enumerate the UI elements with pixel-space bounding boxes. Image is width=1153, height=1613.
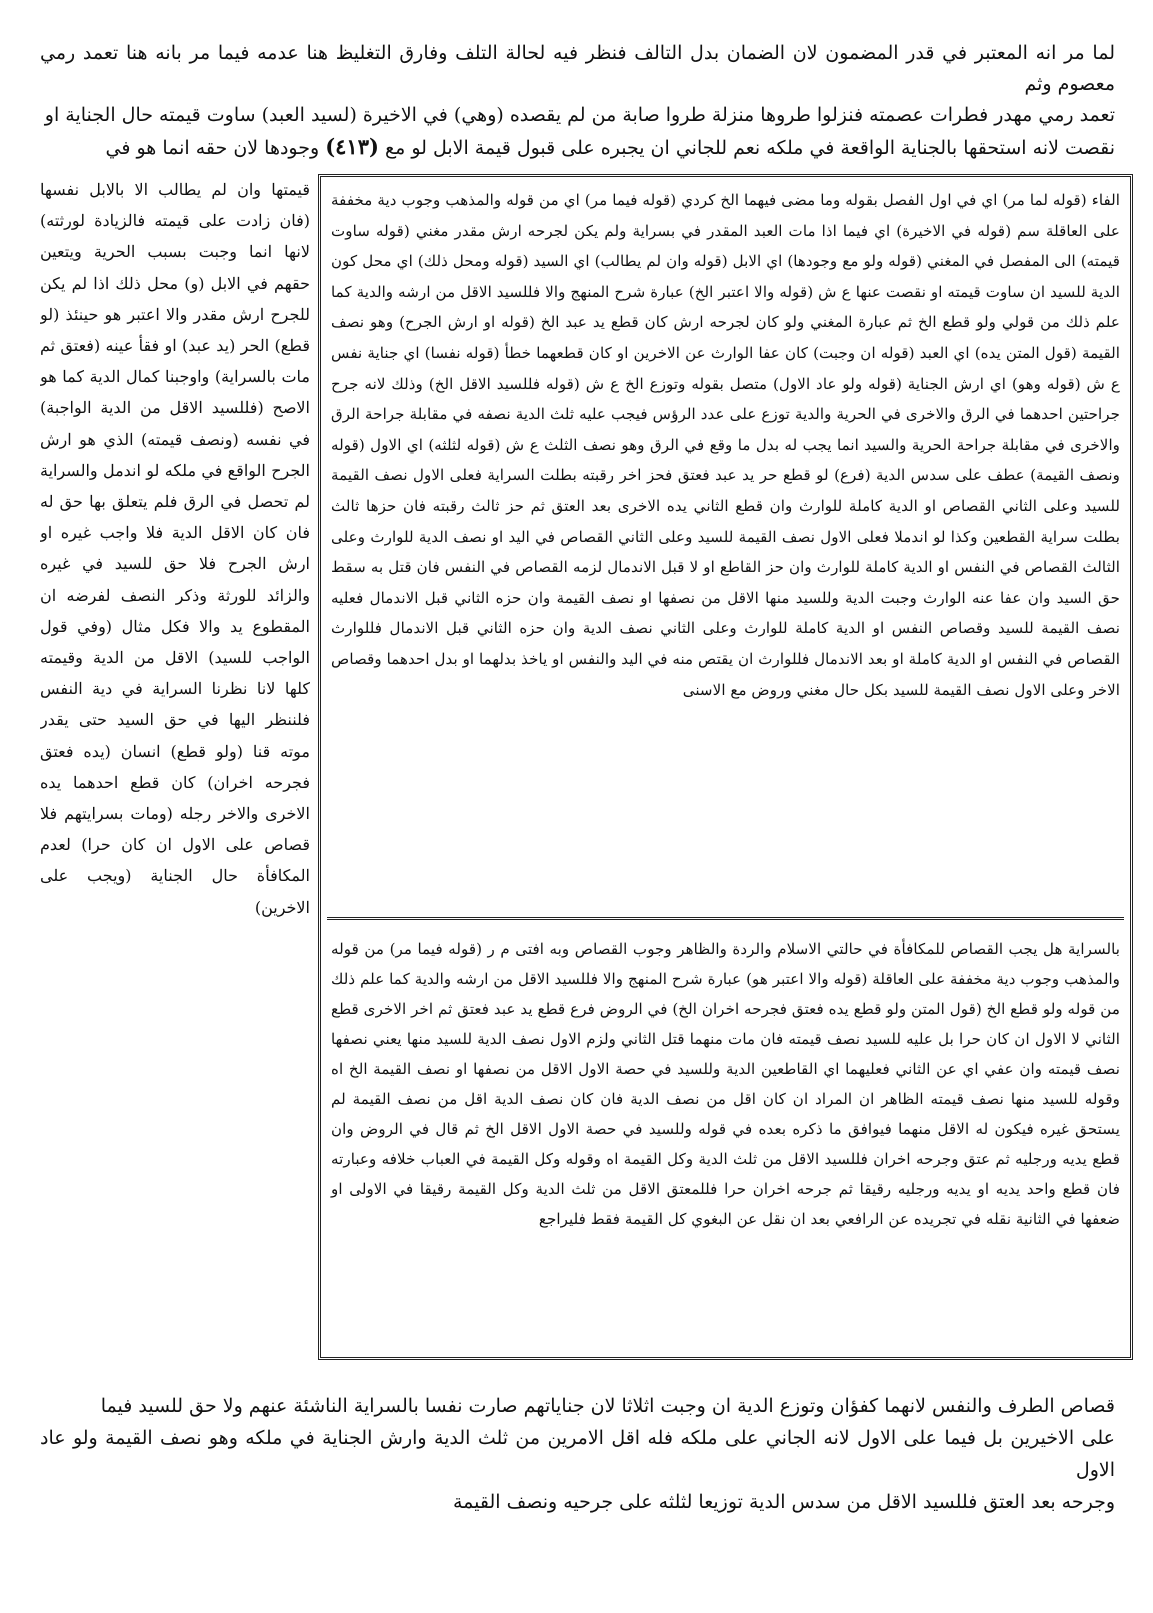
commentary-box-upper — [327, 185, 1124, 920]
main-text-top — [40, 38, 1115, 164]
main-text-line: قصاص الطرف والنفس لانهما كفؤان وتوزع الدية ان وجبت اثلاثا لان جناياتهم صارت نفسا بالسراية الناشئة عنهم ولا حق للسيد فيما — [100, 1395, 1115, 1417]
main-text-line: تعمد رمي مهدر فطرات عصمته فنزلوا طروها منزلة طروا صابة من لم يقصده (وهي) في الاخيرة (لسيد العبد) ساوت قيمته حال الجناية او — [44, 104, 1115, 126]
main-text-segment: نقصت لانه استحقها بالجناية الواقعة في ملكه نعم للجاني ان يجبره على قبول قيمة الابل لو مع — [384, 137, 1115, 159]
commentary-text: الفاء (قوله لما مر) اي في اول الفصل بقوله وما مضى فيهما الخ كردي (قوله فيما مر) اي من قوله والمذهب وجوب دية مخففة على العاقلة سم (قوله في الاخيرة) اي فيما اذا مات العبد المقدر في بسراية ولم يكن لجرحه ارش مقدر مغني (قوله ساوت قيمته) الى المفصل في المغني (قوله ولو مع وجودها) اي الابل (قوله وان لم يطالب) اي السيد (قوله ومحل ذلك) اي محل كون الدية للسيد ان ساوت قيمته او نقصت عنها ع ش (قوله والا اعتبر الخ) عبارة شرح المنهج والا فللسيد الاقل من ارشه والدية كما علم ذلك من قولي ولو قطع الخ ثم عبارة المغني ولو كان لجرحه ارش كان قطع يد عبد الخ (قوله او ارش الجرح) وهو نصف القيمة (قول المتن يده) اي العبد (قوله ان وجبت) كان عفا الوارث عن الاخرين او كان قطعهما خطأ (قوله نفسا) اي جناية نفس ع ش (قوله وهو) اي ارش الجناية (قوله ولو عاد الاول) متصل بقوله وتوزع الخ ع ش (قوله فللسيد الاقل الخ) وذلك لانه جرح جراحتين احدهما في الرق والاخرى في الحرية والدية توزع على عدد الرؤس فيجب عليه ثلث الدية نصفه في مقابلة جراحة الرق والاخرى في مقابلة جراحة الحرية والسيد انما يجب له بدل ما وقع في الرق وهو نصف الثلث ع ش (قوله لثلثه) اي الاول (قوله ونصف القيمة) عطف على سدس الدية (فرع) لو قطع حر يد عبد فعتق فحز اخر رقبته بطلت السراية فعلى الاول نصف القيمة للسيد وعلى الثاني القصاص او الدية كاملة للوارث وان قطع الثاني يده الاخرى بعد العتق ثم حز ثالث رقبته فان حزها ثالث بطلت سراية القطعين وكذا لو اندملا فعلى الاول نصف القيمة للسيد وعلى الثاني القصاص في اليد او نصف الدية للوارث وعلى الثالث القصاص في النفس او الدية كاملة للوارث وان حز القاطع او لا قبل الاندمال لزمه القصاص في النفس فان قتل به سقط حق السيد وان عفا عنه الوارث وجبت الدية وللسيد منها الاقل من نصفها او نصف القيمة وان حزه الثاني قبل الاندمال فعليه نصف القيمة للسيد وقصاص النفس او الدية كاملة للوارث وعلى الثاني نصف الدية وان حزه الثاني قبل الاندمال فللوارث القصاص في النفس او الدية كاملة او بعد الاندمال فللوارث ان يقتص منه في اليد والنفس او ياخذ بدلهما او بدل احدهما وقصاص الاخر وعلى الاول نصف القيمة للسيد بكل حال مغني وروض مع الاسنى — [331, 191, 1120, 699]
main-text-line: على الاخيرين بل فيما على الاول لانه الجاني على ملكه فله اقل الامرين من ثلث الدية وارش الجناية في ملكه وهو نصف القيمة ولو عاد الاول — [40, 1427, 1115, 1481]
page-number: (٤١٣) — [325, 134, 379, 159]
commentary-frame — [318, 174, 1133, 1360]
commentary-box-lower — [327, 934, 1124, 1351]
main-text-line — [40, 131, 1115, 164]
main-text-bottom — [40, 1390, 1115, 1518]
main-text-line: وجرحه بعد العتق فللسيد الاقل من سدس الدية توزيعا لثلثه على جرحيه ونصف القيمة — [452, 1491, 1115, 1513]
main-text-side-column — [40, 174, 310, 1360]
main-text-line: لما مر انه المعتبر في قدر المضمون لان الضمان بدل التالف فنظر فيه لحالة التلف وفارق التغليظ هنا عدمه فيما مر بانه هنا تعمد رمي معصوم وثم — [40, 42, 1115, 95]
main-text: قيمتها وان لم يطالب الا بالابل نفسها (فان زادت على قيمته فالزيادة لورثته) لانها انما وجبت بسبب الحرية ويتعين حقهم في الابل (و) محل ذلك اذا لم يكن للجرح ارش مقدر والا اعتبر هو حينئذ (لو قطع) الحر (يد عبد) او فقأ عينه (فعتق ثم مات بالسراية) واوجبنا كمال الدية كما هو الاصح (فللسيد الاقل من الدية الواجبة) في نفسه (ونصف قيمته) الذي هو ارش الجرح الواقع في ملكه لو اندمل والسراية لم تحصل في الرق فلم يتعلق بها حق له فان كان الاقل الدية فلا واجب غيره او ارش الجرح فلا حق للسيد في غيره والزائد للورثة وذكر النصف لفرضه ان المقطوع يد والا فكل مثال (وفي قول الواجب للسيد) الاقل من الدية وقيمته كلها لانا نظرنا السراية في دية النفس فلننظر اليها في حق السيد حتى يقدر موته قنا (ولو قطع) انسان (يده فعتق فجرحه اخران) كان قطع احدهما يده الاخرى والاخر رجله (ومات بسرايتهم فلا قصاص على الاول ان كان حرا) لعدم المكافأة حال الجناية (ويجب على الاخرين) — [40, 180, 310, 917]
main-text-segment: وجودها لان حقه انما هو في — [105, 137, 320, 159]
commentary-text: بالسراية هل يجب القصاص للمكافأة في حالتي الاسلام والردة والظاهر وجوب القصاص وبه افتى م ر (قوله فيما مر) من قوله والمذهب وجوب دية مخففة على العاقلة (قوله والا اعتبر هو) عبارة شرح المنهج والا فللسيد الاقل من ارشه والدية كما علم ذلك من قوله ولو قطع الخ (قول المتن ولو قطع يده فعتق فجرحه اخران الخ) في الروض فرع قطع يد عبد فعتق ثم اخر الاخرى قطع الثاني لا الاول ان كان حرا بل عليه للسيد نصف قيمته فان مات منهما قتل الثاني ولزم الاول نصف الدية للسيد منها يعني نصفها نصف قيمته وان عفي اي عن الثاني فعليهما اي القاطعين الدية وللسيد في حصة الاول الاقل من نصفها او نصف القيمة الخ اه وقوله للسيد منها نصف قيمته الظاهر ان المراد ان كان اقل من نصف الدية فان كان نصف الدية اقل من نصف القيمة لم يستحق غيره فيكون له الاقل منهما فيوافق ما ذكره بعده في قوله وللسيد في حصة الاول الاقل الخ ثم قال في الروض وان قطع يديه ورجليه ثم عتق وجرحه اخران فللسيد الاقل من ثلث الدية وكل القيمة اه وقوله وكل القيمة في العباب خلافه وعبارته فان قطع واحد يديه او يديه ورجليه رقيقا ثم جرحه اخران حرا فللمعتق الاقل من ثلث الدية وكل القيمة رقيقا في الاولى او ضعفها في الثانية نقله في تجريده عن الرافعي بعد ان نقل عن البغوي كل القيمة فقط فليراجع — [331, 940, 1121, 1228]
